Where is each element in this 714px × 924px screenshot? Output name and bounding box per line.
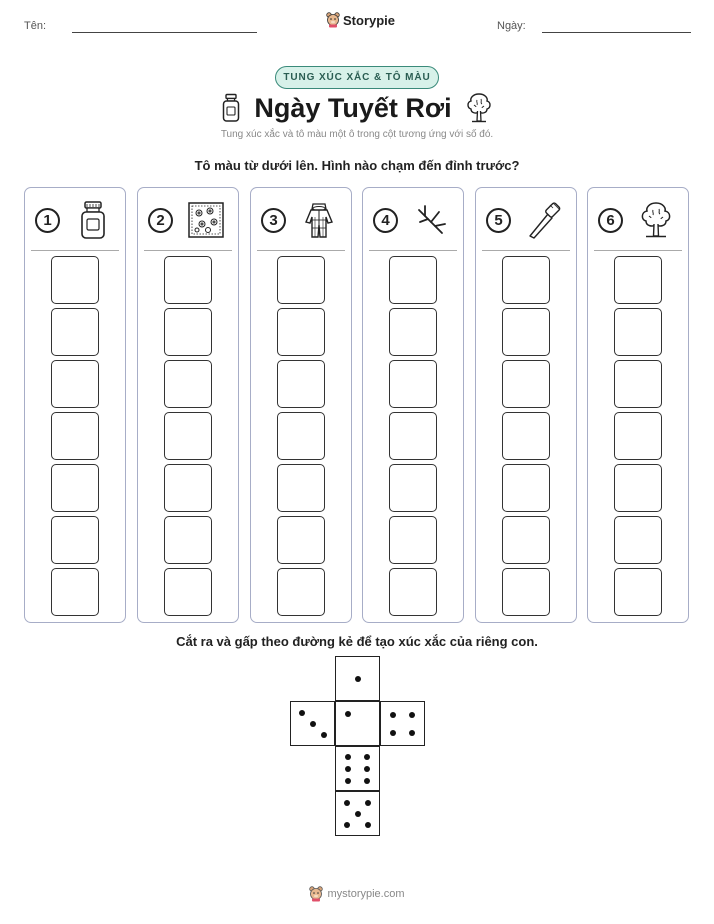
date-label: Ngày: — [497, 20, 526, 32]
footer — [0, 886, 714, 902]
column-number: 2 — [148, 208, 173, 233]
color-cell[interactable] — [389, 308, 437, 356]
date-line — [542, 32, 691, 33]
color-cell[interactable] — [277, 464, 325, 512]
column-header — [25, 200, 125, 240]
color-cell[interactable] — [277, 308, 325, 356]
color-cell[interactable] — [389, 256, 437, 304]
die-pip — [365, 822, 371, 828]
brand-name: Storypie — [343, 12, 396, 28]
color-cell[interactable] — [164, 256, 212, 304]
column-4 — [362, 187, 464, 623]
snowsuit-icon — [299, 200, 339, 240]
column-divider — [594, 250, 682, 251]
color-cell[interactable] — [502, 256, 550, 304]
subtitle: Tung xúc xắc và tô màu một ô trong cột tương ứng với số đó. — [220, 129, 494, 140]
die-pip — [345, 754, 351, 760]
die-pip — [365, 800, 371, 806]
die-face-5 — [335, 791, 380, 836]
color-cell[interactable] — [502, 516, 550, 564]
color-cell[interactable] — [614, 256, 662, 304]
color-cell[interactable] — [614, 568, 662, 616]
footer-url[interactable]: mystorypie.com — [327, 888, 405, 900]
color-cell[interactable] — [51, 464, 99, 512]
color-cell[interactable] — [51, 360, 99, 408]
column-2 — [137, 187, 239, 623]
column-5 — [475, 187, 577, 623]
color-cell[interactable] — [51, 516, 99, 564]
column-number: 3 — [261, 208, 286, 233]
column-divider — [257, 250, 345, 251]
name-label: Tên: — [24, 20, 47, 32]
die-pip — [321, 732, 327, 738]
color-cell[interactable] — [389, 516, 437, 564]
cut-instruction: Cắt ra và gấp theo đường kẻ để tạo xúc xắc của riêng con. — [176, 634, 538, 649]
column-divider — [144, 250, 232, 251]
tree-icon — [636, 200, 676, 240]
color-cell[interactable] — [277, 516, 325, 564]
column-number: 5 — [486, 208, 511, 233]
die-face-3 — [290, 701, 335, 746]
color-cell[interactable] — [277, 412, 325, 460]
color-cell[interactable] — [502, 308, 550, 356]
die-pip — [390, 712, 396, 718]
die-pip — [364, 754, 370, 760]
color-cell[interactable] — [164, 308, 212, 356]
column-number: 1 — [35, 208, 60, 233]
die-pip — [344, 800, 350, 806]
color-cell[interactable] — [164, 412, 212, 460]
column-3 — [250, 187, 352, 623]
color-cell[interactable] — [614, 516, 662, 564]
die-pip — [364, 778, 370, 784]
die-pip — [355, 676, 361, 682]
die-pip — [299, 710, 305, 716]
thermos-icon — [73, 200, 113, 240]
activity-badge: TUNG XÚC XẮC & TÔ MÀU — [275, 66, 439, 89]
color-cell[interactable] — [51, 412, 99, 460]
color-cell[interactable] — [164, 464, 212, 512]
bear-icon — [326, 12, 340, 28]
column-1 — [24, 187, 126, 623]
brush-icon — [524, 200, 564, 240]
column-6 — [587, 187, 689, 623]
die-face-1 — [335, 656, 380, 701]
color-cell[interactable] — [277, 256, 325, 304]
page-title: Ngày Tuyết Rơi — [254, 92, 452, 123]
column-divider — [31, 250, 119, 251]
color-cell[interactable] — [51, 256, 99, 304]
color-cell[interactable] — [614, 464, 662, 512]
die-pip — [364, 766, 370, 772]
column-number: 6 — [598, 208, 623, 233]
column-header — [588, 200, 688, 240]
die-pip — [345, 711, 351, 717]
brand-logo — [326, 12, 395, 28]
die-face-4 — [380, 701, 425, 746]
color-cell[interactable] — [502, 360, 550, 408]
column-divider — [369, 250, 457, 251]
die-pip — [344, 822, 350, 828]
color-cell[interactable] — [277, 568, 325, 616]
color-cell[interactable] — [164, 516, 212, 564]
color-cell[interactable] — [51, 308, 99, 356]
color-cell[interactable] — [502, 568, 550, 616]
color-cell[interactable] — [502, 412, 550, 460]
snowflake-pattern-icon — [186, 200, 226, 240]
die-pip — [390, 730, 396, 736]
color-cell[interactable] — [389, 568, 437, 616]
column-divider — [482, 250, 570, 251]
die-face-6 — [335, 746, 380, 791]
title-row — [0, 88, 714, 128]
color-cell[interactable] — [277, 360, 325, 408]
color-cell[interactable] — [389, 412, 437, 460]
die-pip — [345, 778, 351, 784]
twig-icon — [411, 200, 451, 240]
name-line — [72, 32, 257, 33]
die-pip — [345, 766, 351, 772]
color-cell[interactable] — [164, 568, 212, 616]
die-pip — [355, 811, 361, 817]
color-cell[interactable] — [164, 360, 212, 408]
column-header — [251, 200, 351, 240]
instruction: Tô màu từ dưới lên. Hình nào chạm đến đỉnh trước? — [194, 158, 520, 173]
color-cell[interactable] — [51, 568, 99, 616]
bear-icon — [309, 886, 323, 902]
color-cell[interactable] — [389, 464, 437, 512]
color-cell[interactable] — [389, 360, 437, 408]
color-cell[interactable] — [614, 412, 662, 460]
thermos-icon — [220, 93, 242, 123]
die-face-1 — [335, 701, 380, 746]
tree-icon — [464, 91, 494, 125]
die-pip — [310, 721, 316, 727]
column-number: 4 — [373, 208, 398, 233]
column-header — [476, 200, 576, 240]
color-cell[interactable] — [614, 308, 662, 356]
die-pip — [409, 730, 415, 736]
column-header — [363, 200, 463, 240]
column-header — [138, 200, 238, 240]
color-cell[interactable] — [502, 464, 550, 512]
die-pip — [409, 712, 415, 718]
color-cell[interactable] — [614, 360, 662, 408]
